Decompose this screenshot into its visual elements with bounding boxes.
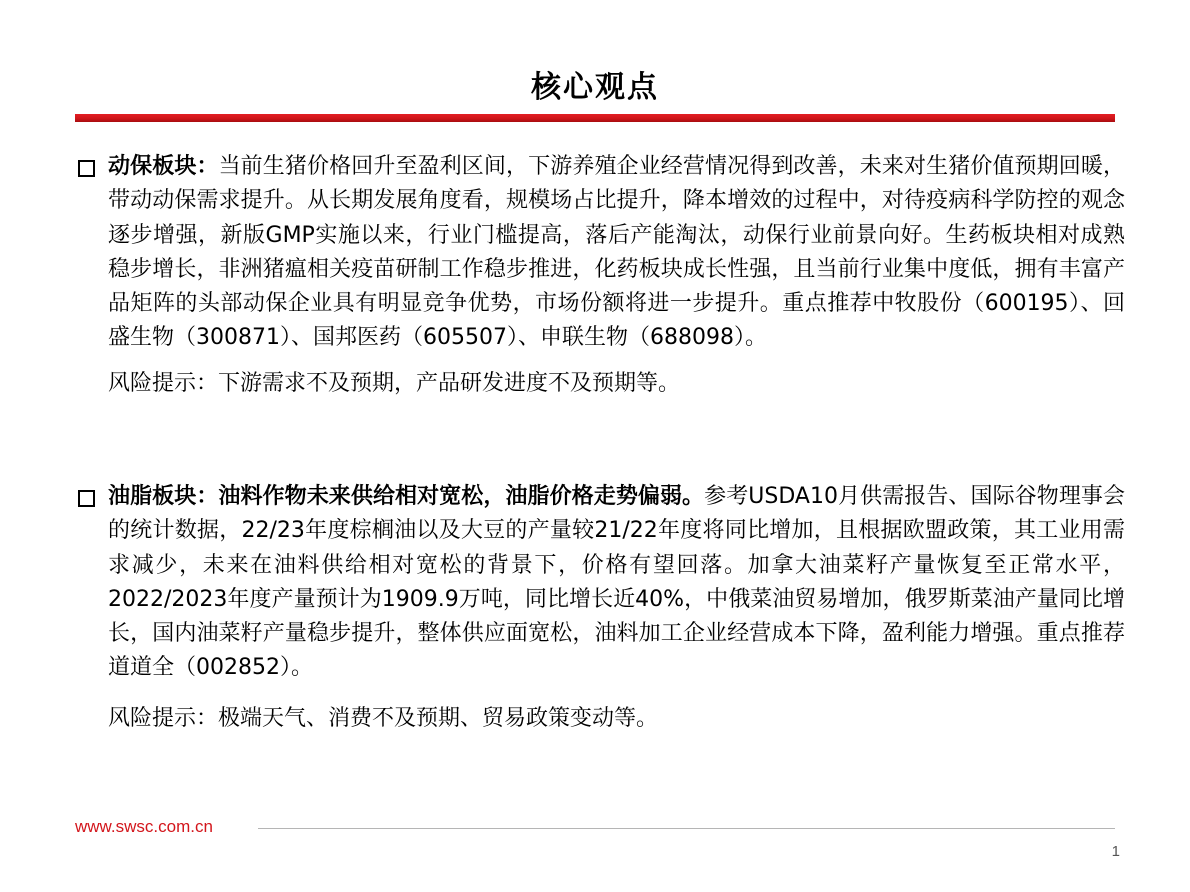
- footer-divider: [258, 828, 1115, 829]
- title-divider-bar: [75, 114, 1115, 122]
- section-body: 参考USDA10月供需报告、国际谷物理事会的统计数据，22/23年度棕榈油以及大豆的产量较21/22年度将同比增加，且根据欧盟政策，其工业用需求减少，未来在油料供给相对宽松的背景下，价格有望回落。加拿大油菜籽产量恢复至正常水平， 2022/2023年度产量预计为1909.9万吨，同比增长近40%，中俄菜油贸易增加，俄罗斯菜油产量同比增长，国内油菜籽产量稳步提升，整体供应面宽松，油料加工企业经营成本下降，盈利能力增强。重点推荐道道全（002852）。: [108, 484, 1125, 681]
- checkbox-bullet-icon: [78, 490, 95, 507]
- bullet-item: [75, 480, 1125, 686]
- page-number: 1: [1111, 843, 1120, 860]
- section-animal-health: [75, 150, 1125, 401]
- page-title: 核心观点: [531, 70, 659, 105]
- risk-warning: 风险提示：下游需求不及预期，产品研发进度不及预期等。: [108, 370, 681, 396]
- bullet-item: [75, 150, 1125, 356]
- section-paragraph: [108, 480, 1125, 686]
- checkbox-bullet-icon: [78, 160, 95, 177]
- section-heading: 油脂板块：油料作物未来供给相对宽松，油脂价格走势偏弱。: [108, 484, 705, 509]
- section-paragraph: [108, 150, 1125, 356]
- risk-warning: 风险提示：极端天气、消费不及预期、贸易政策变动等。: [108, 705, 659, 731]
- section-body: 当前生猪价格回升至盈利区间，下游养殖企业经营情况得到改善，未来对生猪价值预期回暖，带动动保需求提升。从长期发展角度看，规模场占比提升，降本增效的过程中，对待疫病科学防控的观念逐步增强，新版GMP实施以来，行业门槛提高，落后产能淘汰，动保行业前景向好。生药板块相对成熟稳步增长，非洲猪瘟相关疫苗研制工作稳步推进，化药板块成长性强，且当前行业集中度低，拥有丰富产品矩阵的头部动保企业具有明显竞争优势，市场份额将进一步提升。重点推荐中牧股份（600195）、回盛生物（300871）、国邦医药（605507）、申联生物（688098）。: [108, 154, 1125, 351]
- section-oils: [75, 480, 1125, 736]
- footer-website-link[interactable]: www.swsc.com.cn: [75, 817, 213, 836]
- section-heading: 动保板块：: [108, 154, 219, 179]
